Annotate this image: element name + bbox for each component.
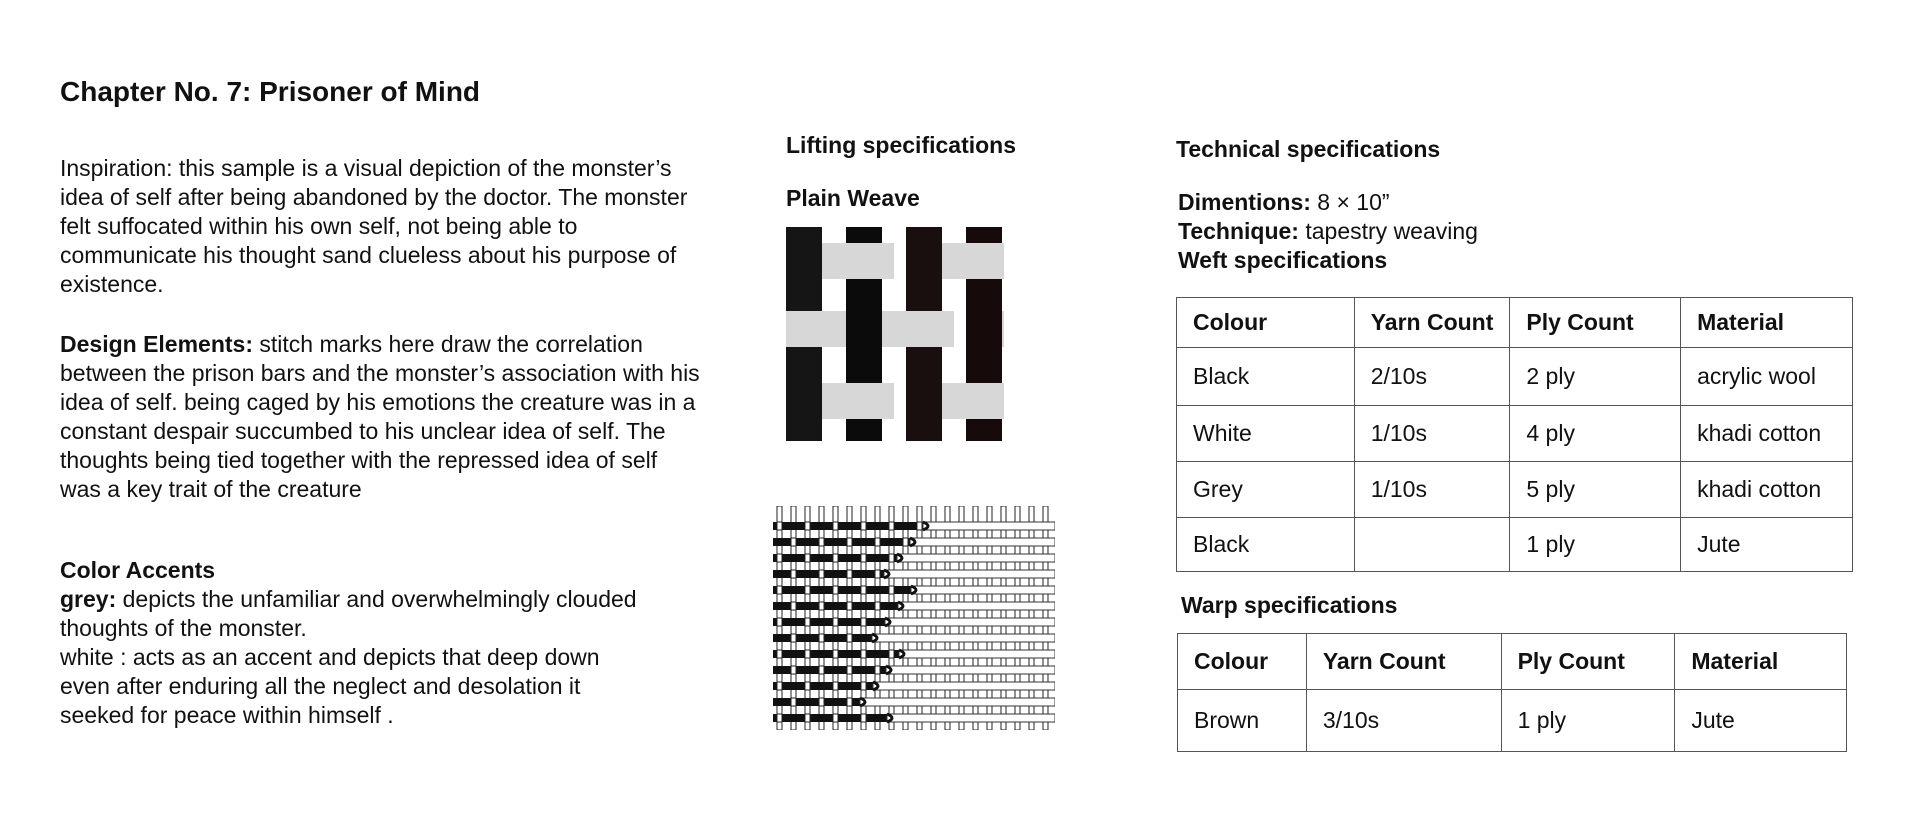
warp-over — [791, 570, 796, 578]
warp-over — [889, 586, 894, 594]
inspiration-paragraph: Inspiration: this sample is a visual depiction of the monster’s idea of self after being abandoned by the doctor. The monster felt suffocated within his own self, not being able to communicate his thought sand clueless about his purpose of existence. — [60, 155, 688, 297]
dark-weft — [773, 714, 887, 722]
warp-over — [819, 698, 824, 706]
warp-over — [889, 650, 894, 658]
dark-weft — [773, 666, 886, 674]
weft-header-row — [1177, 298, 1853, 348]
weft-thread — [834, 383, 894, 419]
warp-over — [777, 522, 782, 530]
tapestry-interlace-diagram — [773, 506, 1055, 730]
dark-weft — [773, 618, 885, 626]
warp-over — [861, 682, 866, 690]
warp-over — [805, 522, 810, 530]
warp-heading: Warp specifications — [1181, 592, 1398, 618]
light-weft — [887, 714, 1055, 722]
warp-over — [861, 522, 866, 530]
warp-over — [903, 538, 908, 546]
light-weft — [911, 586, 1055, 594]
warp-over — [847, 602, 852, 610]
light-weft — [873, 682, 1055, 690]
weft-cell: khadi cotton — [1681, 462, 1853, 518]
warp-over-weft — [906, 383, 942, 419]
weft-cell: White — [1177, 406, 1355, 462]
warp-over — [819, 538, 824, 546]
weft-row — [1177, 348, 1853, 406]
dimensions-line: Dimentions: 8 × 10” — [1178, 189, 1390, 215]
warp-over-weft — [786, 383, 822, 419]
weft-thread — [954, 383, 1004, 419]
warp-over — [889, 522, 894, 530]
light-weft — [886, 666, 1055, 674]
design-elements-label: Design Elements: — [60, 331, 253, 357]
warp-over — [861, 714, 866, 722]
weft-cell: 1/10s — [1354, 462, 1510, 518]
warp-over-weft — [846, 311, 882, 347]
warp-over — [833, 522, 838, 530]
warp-over-weft — [786, 243, 822, 279]
weft-heading: Weft specifications — [1178, 247, 1388, 273]
weft-cell: Grey — [1177, 462, 1355, 518]
dark-weft — [773, 522, 923, 530]
warp-header-row — [1178, 634, 1847, 690]
technical-details — [1178, 188, 1478, 275]
warp-over — [819, 570, 824, 578]
warp-over — [889, 554, 894, 562]
warp-over — [847, 666, 852, 674]
weft-row — [1177, 406, 1853, 462]
weft-cell — [1354, 518, 1510, 572]
weft-cell: Yarn Count — [1354, 298, 1510, 348]
lifting-heading: Lifting specifications — [786, 132, 1017, 158]
warp-over — [917, 522, 922, 530]
light-weft — [885, 618, 1055, 626]
warp-over — [875, 570, 880, 578]
warp-over — [861, 586, 866, 594]
light-weft — [897, 554, 1055, 562]
warp-over — [847, 634, 852, 642]
weft-row — [1177, 518, 1853, 572]
design-elements-text: stitch marks here draw the correlation between the prison bars and the monster’s association with his idea of self. being caged by his emotions the creature was in a constant despair succumbed to his unclear idea of self. The thoughts being tied together with the repressed idea of self was a key trait of the creature — [60, 331, 700, 502]
grey-label: grey: — [60, 586, 117, 612]
light-weft — [899, 650, 1055, 658]
weft-thread — [786, 311, 846, 347]
warp-over — [777, 554, 782, 562]
warp-over — [791, 666, 796, 674]
weft-thread — [834, 243, 894, 279]
warp-over — [847, 698, 852, 706]
warp-over — [805, 714, 810, 722]
weft-cell: Ply Count — [1510, 298, 1681, 348]
design-elements-paragraph — [60, 330, 700, 504]
weft-cell: 2/10s — [1354, 348, 1510, 406]
warp-cell: Ply Count — [1501, 634, 1675, 690]
warp-over — [847, 570, 852, 578]
warp-over — [833, 714, 838, 722]
warp-cell: Colour — [1178, 634, 1307, 690]
weft-cell: 1 ply — [1510, 518, 1681, 572]
page-title: Chapter No. 7: Prisoner of Mind — [60, 76, 481, 107]
warp-over — [791, 634, 796, 642]
warp-over — [805, 650, 810, 658]
light-weft — [910, 538, 1055, 546]
warp-over — [777, 650, 782, 658]
warp-over — [819, 634, 824, 642]
technical-heading: Technical specifications — [1176, 136, 1441, 162]
warp-over-weft — [966, 311, 1002, 347]
weft-thread — [954, 243, 1004, 279]
warp-over — [805, 554, 810, 562]
warp-over — [805, 586, 810, 594]
dark-weft — [773, 570, 884, 578]
warp-over — [791, 698, 796, 706]
color-accents-heading: Color Accents — [60, 557, 216, 583]
warp-over — [833, 554, 838, 562]
warp-over — [805, 682, 810, 690]
warp-over — [791, 538, 796, 546]
technique-line: Technique: tapestry weaving — [1178, 218, 1478, 244]
warp-over — [875, 538, 880, 546]
warp-over — [861, 650, 866, 658]
warp-over — [875, 666, 880, 674]
warp-over — [861, 554, 866, 562]
weft-cell: 1/10s — [1354, 406, 1510, 462]
warp-over — [833, 650, 838, 658]
warp-cell: 3/10s — [1306, 690, 1501, 752]
weft-cell: Colour — [1177, 298, 1355, 348]
light-weft — [872, 634, 1055, 642]
white-accent-text: white : acts as an accent and depicts that deep down even after enduring all the neglect and desolation it seeked for peace within himself . — [60, 644, 600, 728]
color-accents-section — [60, 556, 700, 730]
warp-over — [833, 618, 838, 626]
weft-row — [1177, 462, 1853, 518]
weft-cell: 5 ply — [1510, 462, 1681, 518]
light-weft — [860, 698, 1055, 706]
grey-accent-text: grey: depicts the unfamiliar and overwhelmingly clouded thoughts of the monster. — [60, 586, 637, 641]
warp-over — [833, 682, 838, 690]
warp-over — [777, 618, 782, 626]
warp-over — [791, 602, 796, 610]
light-weft — [898, 602, 1055, 610]
weft-cell: Jute — [1681, 518, 1853, 572]
weft-cell: acrylic wool — [1681, 348, 1853, 406]
warp-table — [1177, 633, 1847, 752]
warp-over — [805, 618, 810, 626]
dark-weft — [773, 682, 873, 690]
warp-over — [833, 586, 838, 594]
warp-over — [777, 714, 782, 722]
weft-cell: Black — [1177, 518, 1355, 572]
warp-over — [819, 666, 824, 674]
weft-cell: Black — [1177, 348, 1355, 406]
weft-cell: khadi cotton — [1681, 406, 1853, 462]
warp-cell: Material — [1675, 634, 1847, 690]
weft-cell: Material — [1681, 298, 1853, 348]
weft-cell: 4 ply — [1510, 406, 1681, 462]
interlace-svg — [773, 506, 1055, 730]
warp-over — [875, 602, 880, 610]
weft-table — [1176, 297, 1853, 572]
weave-name: Plain Weave — [786, 185, 920, 211]
light-weft — [923, 522, 1055, 530]
plain-weave-diagram — [786, 227, 1004, 441]
weft-cell: 2 ply — [1510, 348, 1681, 406]
warp-over — [777, 586, 782, 594]
warp-over-weft — [906, 243, 942, 279]
warp-cell: 1 ply — [1501, 690, 1675, 752]
light-weft — [884, 570, 1055, 578]
weft-thread — [894, 311, 954, 347]
warp-row — [1178, 690, 1847, 752]
warp-cell: Brown — [1178, 690, 1307, 752]
warp-over — [847, 538, 852, 546]
warp-over — [861, 618, 866, 626]
warp-over — [777, 682, 782, 690]
warp-cell: Jute — [1675, 690, 1847, 752]
warp-cell: Yarn Count — [1306, 634, 1501, 690]
plain-weave-svg — [786, 227, 1004, 441]
warp-over — [819, 602, 824, 610]
